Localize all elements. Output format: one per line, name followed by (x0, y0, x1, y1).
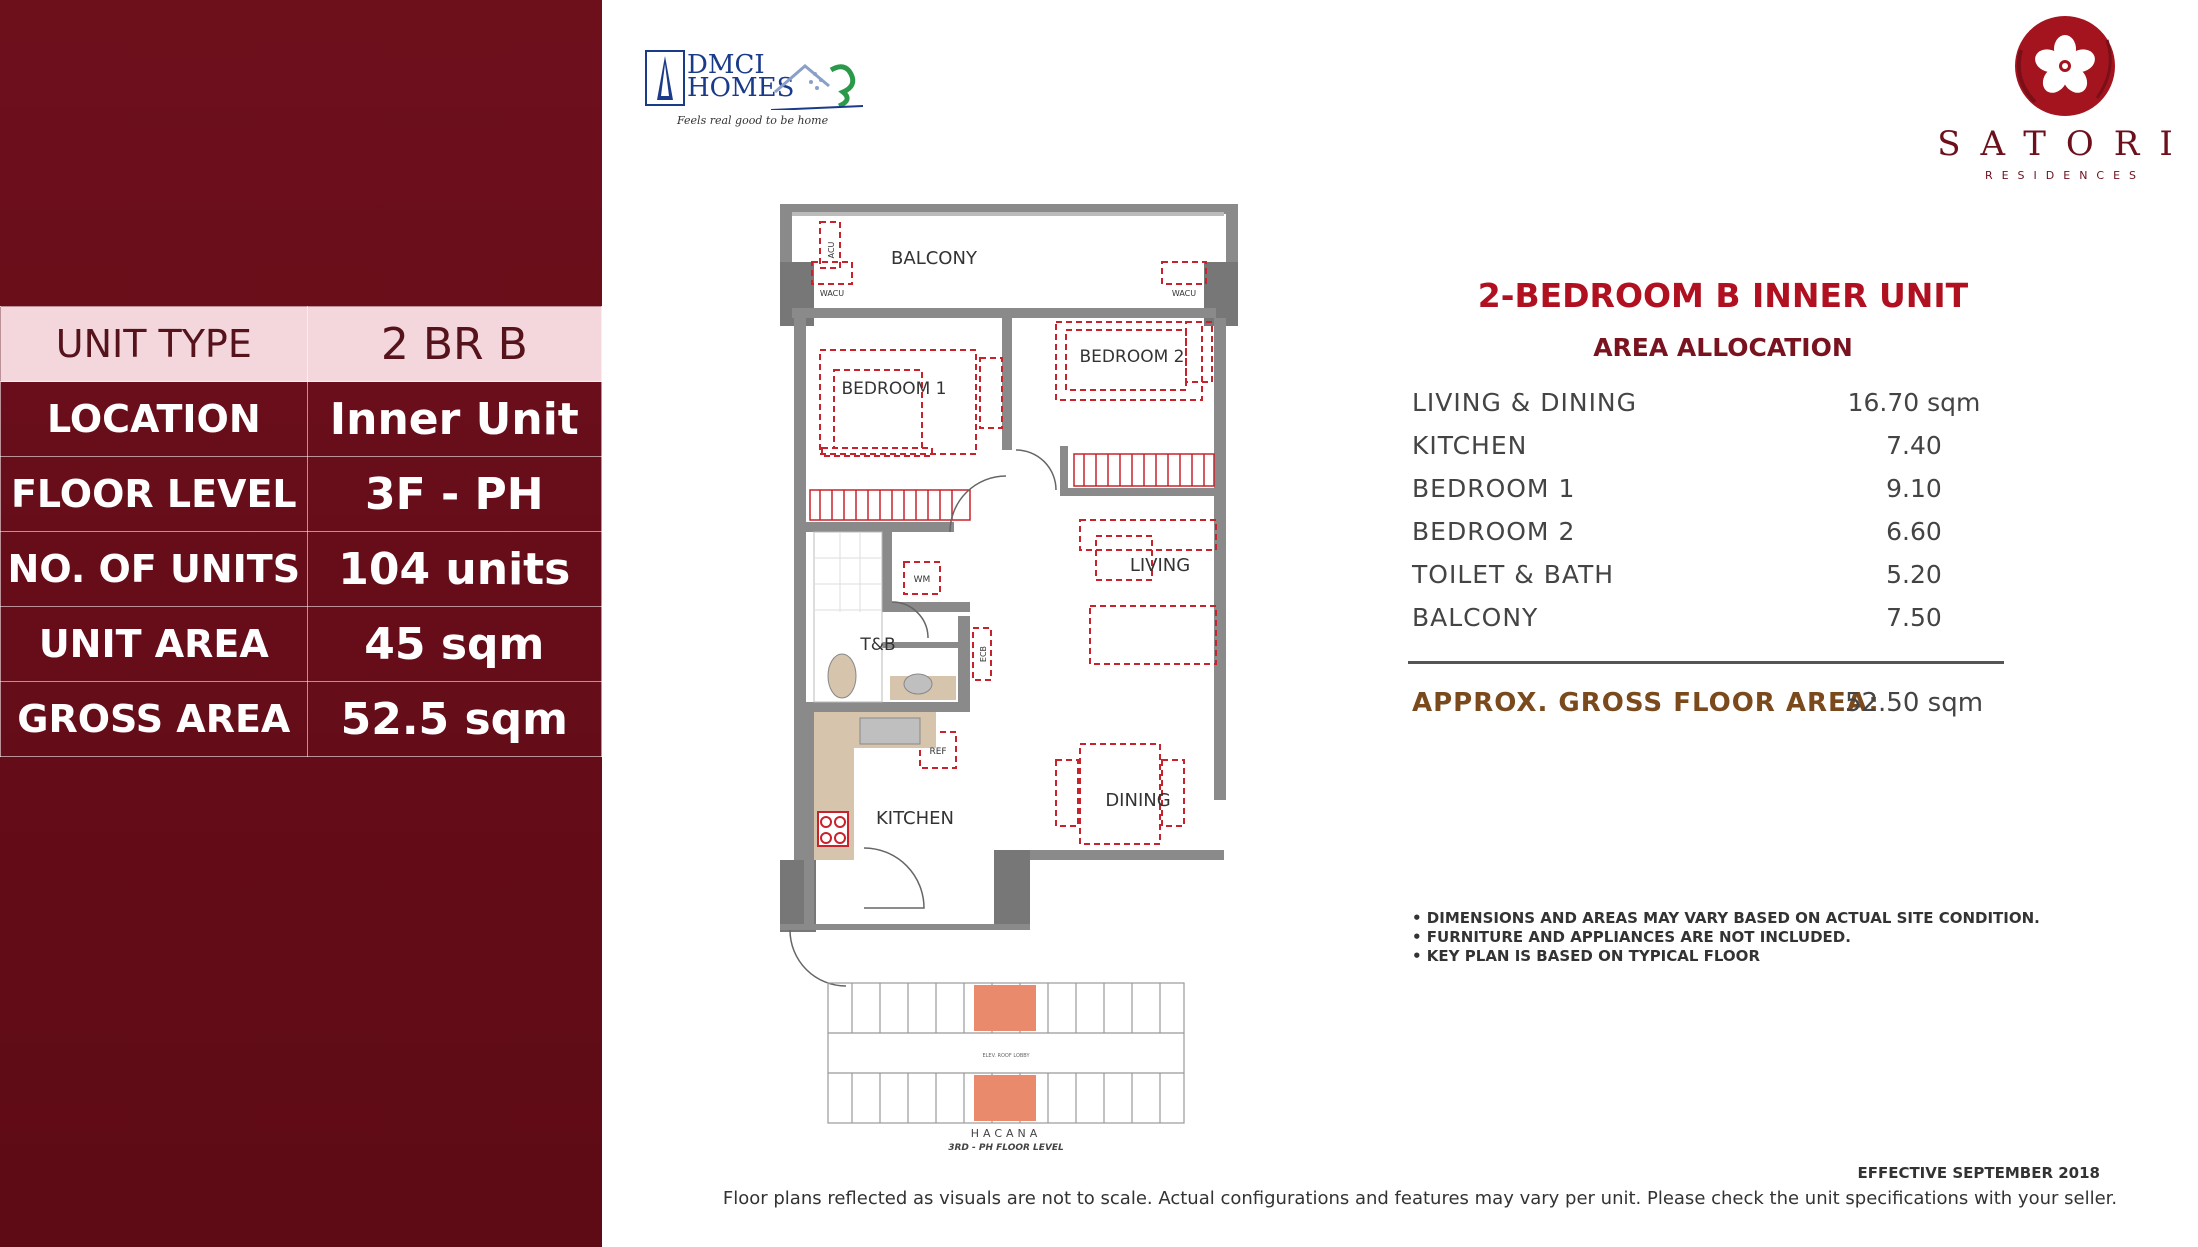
spec-label: UNIT TYPE (1, 307, 308, 382)
key-plan-building: HACANA (970, 1127, 1042, 1140)
spec-row-unit-area (1, 607, 602, 682)
area-row-kitchen (1412, 431, 1994, 471)
satori-residences-logo (1935, 10, 2195, 180)
area-name: BEDROOM 2 (1412, 517, 1576, 546)
spec-value: 45 sqm (307, 607, 601, 682)
room-label-living: LIVING (1129, 555, 1191, 576)
spec-value: 2 BR B (307, 307, 601, 382)
spec-label: UNIT AREA (1, 607, 308, 682)
key-plan-lobby-label: ELEV. ROOF LOBBY (982, 1053, 1030, 1059)
dmci-homes-logo (643, 48, 863, 136)
unit-title: 2-BEDROOM B INNER UNIT (1477, 276, 1969, 315)
gross-label: APPROX. GROSS FLOOR AREA: (1412, 688, 1880, 718)
effective-date: EFFECTIVE SEPTEMBER 2018 (1857, 1164, 2100, 1182)
area-row-balcony (1412, 603, 1994, 643)
floor-plan (760, 198, 1260, 988)
key-plan-level: 3RD - PH FLOOR LEVEL (948, 1143, 1064, 1153)
dmci-line2: HOMES (687, 73, 795, 103)
spec-sidebar (0, 0, 602, 1247)
spec-row-floor-level (1, 457, 602, 532)
house-swoosh-icon (771, 52, 863, 110)
fixture-label-wm: WM (913, 575, 931, 585)
dmci-emblem-icon (645, 50, 685, 106)
area-name: LIVING & DINING (1412, 388, 1638, 417)
spec-value: 104 units (307, 532, 601, 607)
notes-list (1412, 909, 2040, 966)
spec-row-unit-type (1, 307, 602, 382)
spec-label: NO. OF UNITS (1, 532, 308, 607)
spec-row-location (1, 382, 602, 457)
area-value: 7.40 (1886, 431, 1942, 460)
room-label-bedroom1: BEDROOM 1 (841, 379, 947, 399)
area-divider (1408, 661, 2004, 664)
area-name: BEDROOM 1 (1412, 474, 1576, 503)
spec-row-gross-area (1, 682, 602, 757)
area-value: 9.10 (1886, 474, 1942, 503)
room-label-balcony: BALCONY (891, 248, 977, 269)
area-value: 16.70 sqm (1847, 388, 1981, 417)
disclaimer: Floor plans reflected as visuals are not to scale. Actual configurations and features may vary per unit. Please check the unit specifications with your seller. (722, 1188, 2118, 1209)
fixture-label-wacu-right: WACU (1171, 289, 1197, 298)
spec-value: 52.5 sqm (307, 682, 601, 757)
area-row-toilet-bath (1412, 560, 1994, 600)
area-name: KITCHEN (1412, 431, 1528, 460)
spec-label: LOCATION (1, 382, 308, 457)
note-item: • KEY PLAN IS BASED ON TYPICAL FLOOR (1412, 947, 1760, 965)
note-item: • DIMENSIONS AND AREAS MAY VARY BASED ON ACTUAL SITE CONDITION. (1412, 909, 2040, 927)
key-plan-highlight-upper (974, 985, 1036, 1031)
area-name: TOILET & BATH (1412, 560, 1615, 589)
room-label-kitchen: KITCHEN (876, 808, 954, 829)
cherry-blossom-icon (2007, 10, 2123, 120)
spec-label: GROSS AREA (1, 682, 308, 757)
dmci-tagline: Feels real good to be home (677, 114, 829, 127)
area-allocation-title: AREA ALLOCATION (1593, 333, 1853, 362)
area-value: 6.60 (1886, 517, 1942, 546)
room-label-bedroom2: BEDROOM 2 (1079, 347, 1185, 367)
room-label-dining: DINING (1105, 790, 1171, 811)
fixture-label-wacu-left: WACU (819, 289, 845, 298)
fixture-label-ref: REF (929, 747, 947, 757)
spec-label: FLOOR LEVEL (1, 457, 308, 532)
key-plan (822, 975, 1192, 1155)
area-name: BALCONY (1412, 603, 1539, 632)
gross-floor-area-row (1412, 688, 1994, 728)
note-item: • FURNITURE AND APPLIANCES ARE NOT INCLUDED. (1412, 928, 1851, 946)
fixture-label-acu: ACU (827, 241, 836, 259)
satori-name: SATORI (1937, 124, 2193, 164)
area-value: 5.20 (1886, 560, 1942, 589)
spec-value: Inner Unit (307, 382, 601, 457)
room-label-tb: T&B (860, 635, 896, 655)
unit-spec-table (0, 306, 602, 757)
satori-subtitle: RESIDENCES (1984, 169, 2146, 182)
area-row-bedroom2 (1412, 517, 1994, 557)
fixture-label-ecb: ECB (979, 645, 988, 663)
key-plan-highlight-lower (974, 1075, 1036, 1121)
gross-value: 52.50 sqm (1844, 688, 1984, 718)
area-row-bedroom1 (1412, 474, 1994, 514)
spec-row-units (1, 532, 602, 607)
dmci-line1: DMCI (687, 50, 765, 80)
area-value: 7.50 (1886, 603, 1942, 632)
area-row-living-dining (1412, 388, 1994, 428)
spec-value: 3F - PH (307, 457, 601, 532)
